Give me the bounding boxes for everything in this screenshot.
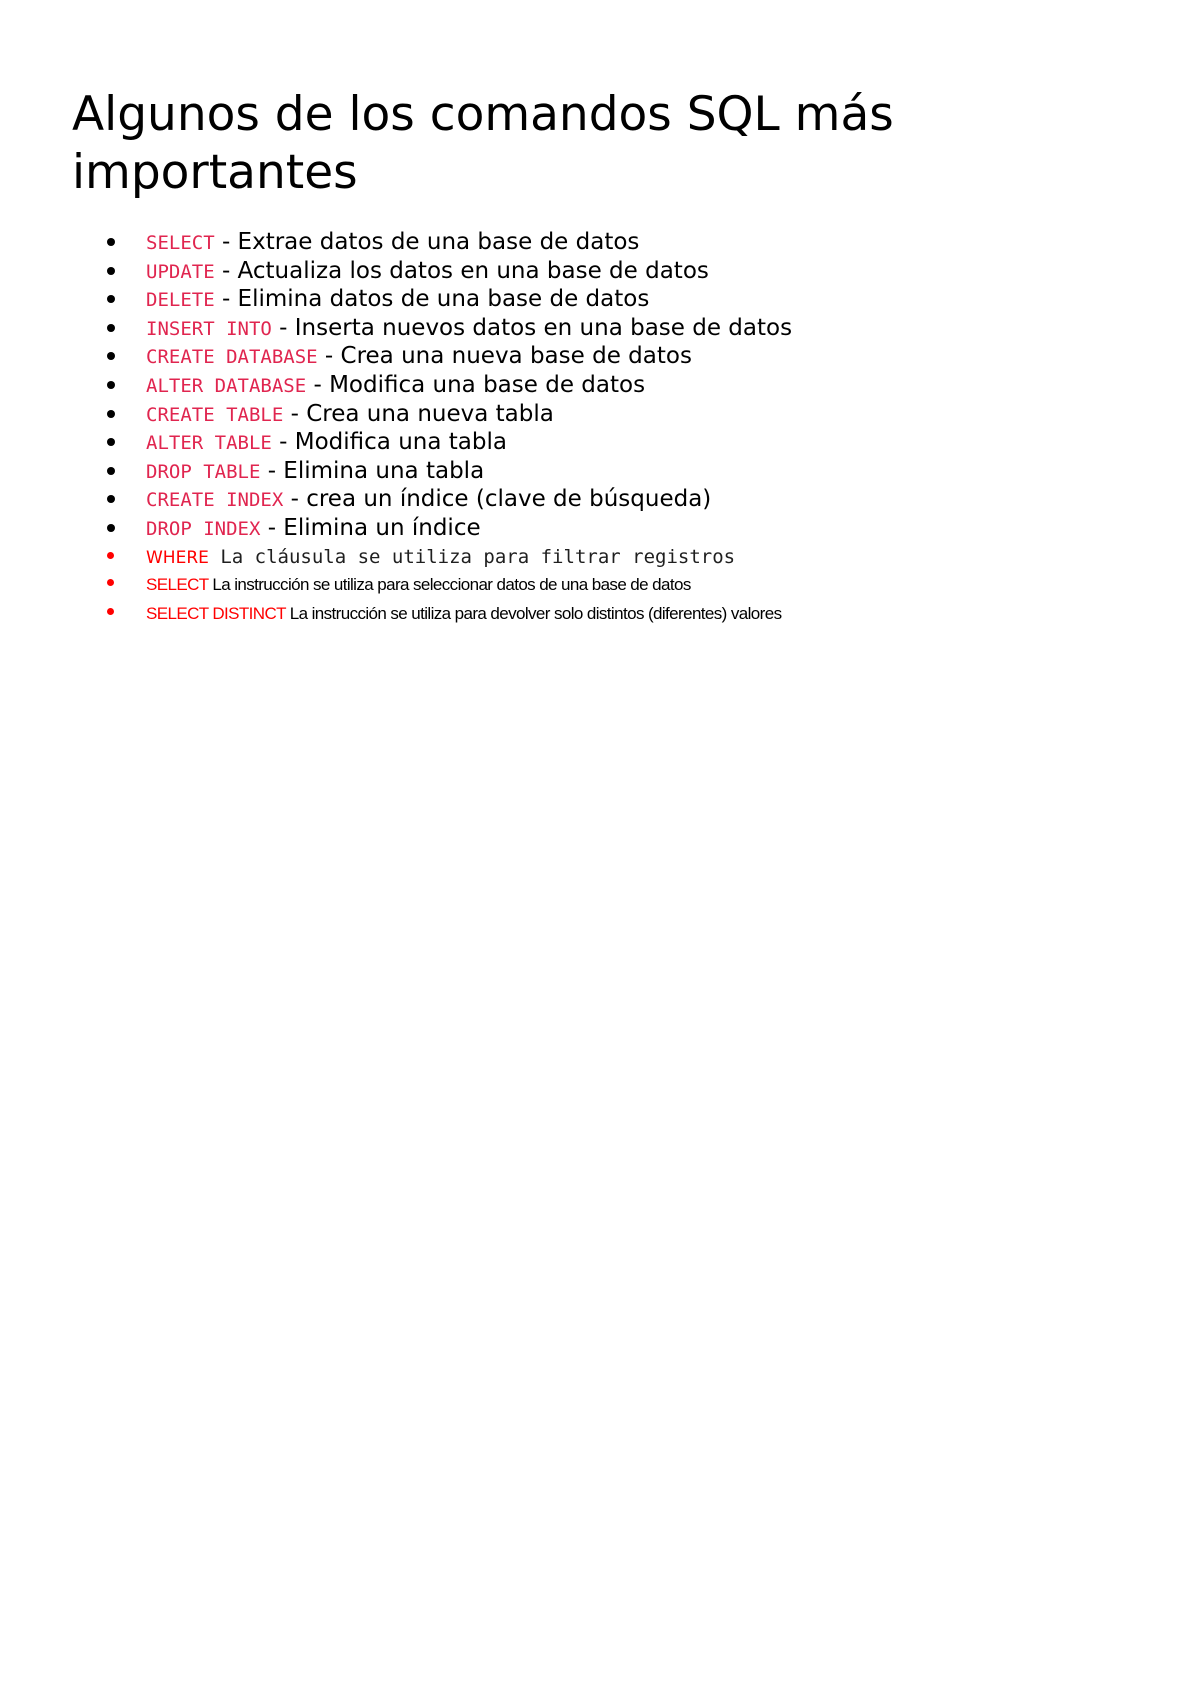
- command-description: - Extrae datos de una base de datos: [214, 229, 640, 255]
- list-item: [0, 600, 1200, 629]
- bullet-icon: [107, 579, 114, 586]
- bullet-icon: [107, 410, 115, 418]
- list-item: [0, 571, 1200, 600]
- command-description: La instrucción se utiliza para devolver solo distintos (diferentes) valores: [285, 603, 782, 623]
- sql-command: SELECT: [146, 575, 209, 595]
- list-item: [0, 400, 1200, 429]
- sql-command: DROP TABLE: [146, 460, 261, 483]
- command-description: - Crea una nueva tabla: [283, 400, 554, 427]
- bullet-icon: [107, 381, 115, 389]
- page-title: Algunos de los comandos SQL más importantes: [72, 87, 894, 200]
- command-description: La instrucción se utiliza para seleccionar datos de una base de datos: [208, 575, 691, 595]
- bullet-icon: [107, 324, 115, 332]
- sql-command: CREATE DATABASE: [146, 346, 318, 369]
- bullet-icon: [107, 467, 115, 475]
- list-item: [0, 314, 1200, 343]
- bullet-icon: [107, 438, 115, 446]
- sql-command: ALTER DATABASE: [146, 374, 307, 397]
- list-item: [0, 428, 1200, 457]
- sql-command-list: [0, 228, 1200, 628]
- list-item: [0, 457, 1200, 486]
- list-item: [0, 342, 1200, 371]
- sql-command: CREATE INDEX: [146, 489, 284, 512]
- command-description: - Modifica una tabla: [271, 429, 507, 456]
- bullet-icon: [107, 352, 115, 360]
- sql-command: SELECT: [146, 232, 215, 254]
- bullet-icon: [107, 495, 115, 503]
- sql-command: INSERT INTO: [146, 317, 272, 340]
- command-description: - Elimina una tabla: [260, 457, 485, 484]
- command-description: - Crea una nueva base de datos: [317, 343, 692, 370]
- sql-command: UPDATE: [146, 260, 215, 283]
- command-description: - Inserta nuevos datos en una base de datos: [271, 314, 793, 341]
- list-item: [0, 257, 1200, 286]
- bullet-icon: [107, 267, 115, 275]
- sql-command: ALTER TABLE: [146, 432, 272, 455]
- bullet-icon: [107, 238, 115, 246]
- sql-command: DELETE: [146, 289, 215, 312]
- sql-command: SELECT DISTINCT: [146, 603, 286, 623]
- list-item: [0, 285, 1200, 314]
- list-item: [0, 371, 1200, 400]
- list-item: [0, 228, 1200, 257]
- bullet-icon: [107, 552, 114, 559]
- sql-command: WHERE: [146, 547, 209, 568]
- bullet-icon: [107, 608, 114, 615]
- sql-command: DROP INDEX: [146, 517, 261, 540]
- command-description: - Elimina datos de una base de datos: [214, 286, 650, 313]
- command-description: - crea un índice (clave de búsqueda): [283, 486, 712, 513]
- list-item: [0, 485, 1200, 514]
- bullet-icon: [107, 295, 115, 303]
- list-item: [0, 514, 1200, 543]
- bullet-icon: [107, 524, 115, 532]
- command-description: La cláusula se utiliza para filtrar registros: [208, 545, 736, 568]
- command-description: - Elimina un índice: [260, 514, 481, 541]
- command-description: - Actualiza los datos en una base de datos: [214, 257, 709, 284]
- sql-command: CREATE TABLE: [146, 403, 284, 426]
- list-item: [0, 543, 1200, 572]
- command-description: - Modifica una base de datos: [306, 371, 646, 398]
